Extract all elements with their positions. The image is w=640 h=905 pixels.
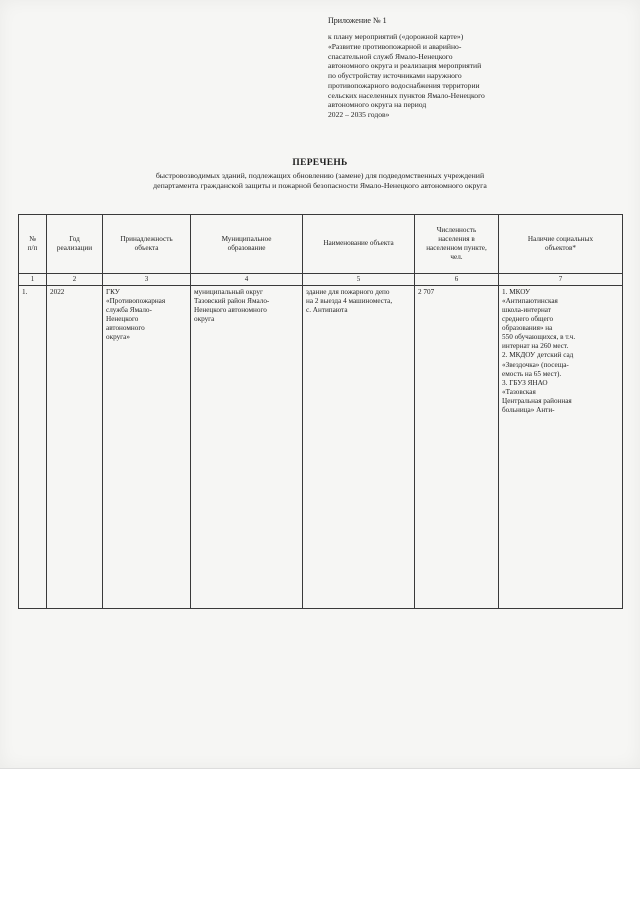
row-owner: ГКУ «Противопожарная служба Ямало- Ненецкого автономного округа» [103, 286, 191, 609]
document-subtitle: быстровозводимых зданий, подлежащих обновлению (замене) для подведомственных учреждений департамента гражданской защиты и пожарной безопасности Ямало-Ненецкого автономного округа [153, 171, 487, 190]
row-population: 2 707 [415, 286, 499, 609]
page-content [18, 16, 622, 754]
column-number: 6 [415, 274, 499, 286]
row-social-objects: 1. МКОУ «Антипаютинская школа-интернат среднего общего образования» на 550 обучающихся, в т.ч. интернат на 260 мест. 2. МКДОУ детский сад «Звездочка» (посеща- емость на 65 мест). 3. ГБУЗ ЯНАО «Тазовская Центральная районная больница» Анти- [499, 286, 623, 609]
column-number: 3 [103, 274, 191, 286]
row-year: 2022 [47, 286, 103, 609]
appendix-number: Приложение № 1 [328, 16, 387, 25]
title-block [18, 158, 622, 191]
header-social-objects: Наличие социальных объектов* [499, 215, 623, 274]
column-number: 2 [47, 274, 103, 286]
header-owner: Принадлежность объекта [103, 215, 191, 274]
blank-background [0, 769, 640, 905]
column-number: 7 [499, 274, 623, 286]
column-number-row [19, 274, 623, 286]
objects-table [18, 214, 623, 609]
row-number: 1. [19, 286, 47, 609]
header-municipality: Муниципальное образование [191, 215, 303, 274]
header-object-name: Наименование объекта [303, 215, 415, 274]
header-number: № п/п [19, 215, 47, 274]
appendix-reference: к плану мероприятий («дорожной карте») «Развитие противопожарной и аварийно- спасательной служб Ямало-Ненецкого автономного округа и реализация мероприятий по обустройству источниками наружного противопожарного водоснабжения территории сельских населенных пунктов Ямало-Ненецкого автономного округа на период 2022 – 2035 годов» [328, 32, 485, 119]
column-number: 1 [19, 274, 47, 286]
document-title: ПЕРЕЧЕНЬ [292, 158, 348, 168]
appendix-header [328, 16, 620, 120]
row-object-name: здание для пожарного депо на 2 выезда 4 машиноместа, с. Антипаюта [303, 286, 415, 609]
column-number: 4 [191, 274, 303, 286]
table-header-row [19, 215, 623, 274]
header-population: Численность населения в населенном пункте, чел. [415, 215, 499, 274]
table-row [19, 286, 623, 609]
row-municipality: муниципальный округ Тазовский район Ямало- Ненецкого автономного округа [191, 286, 303, 609]
header-year: Год реализации [47, 215, 103, 274]
column-number: 5 [303, 274, 415, 286]
